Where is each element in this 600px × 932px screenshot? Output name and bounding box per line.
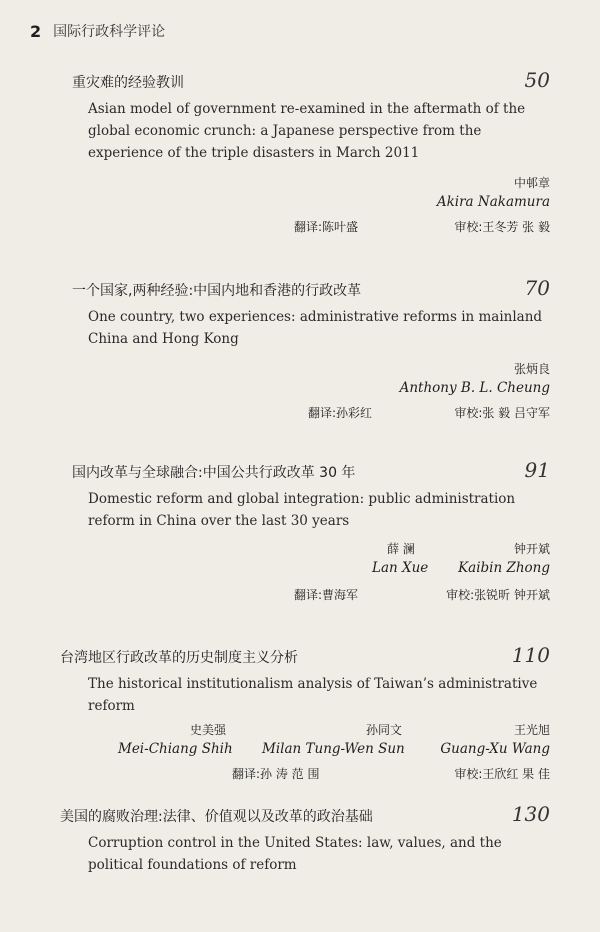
author-chinese-name: 钟开斌 bbox=[513, 542, 550, 556]
author-chinese-name: 中邨章 bbox=[513, 176, 550, 190]
author-english-name: Lan Xue bbox=[372, 560, 429, 576]
toc-entry bbox=[72, 70, 550, 236]
author-english-name: Mei-Chiang Shih bbox=[118, 741, 233, 757]
toc-entry bbox=[60, 802, 550, 876]
page-header bbox=[30, 19, 165, 43]
entry-page-number: 110 bbox=[511, 643, 550, 667]
author-english-name: Anthony B. L. Cheung bbox=[399, 380, 550, 396]
translator-credit: 翻译:曹海军 bbox=[294, 588, 359, 602]
entry-chinese-title: 美国的腐败治理:法律、价值观以及改革的政治基础 bbox=[60, 809, 373, 825]
translator-credit: 翻译:孙彩红 bbox=[308, 406, 373, 420]
translator-credit: 翻译:孙 涛 范 围 bbox=[232, 767, 320, 781]
entry-page-number: 50 bbox=[524, 68, 550, 92]
entry-english-title: Corruption control in the United States: law, values, and the political foundations of reform bbox=[88, 835, 502, 873]
entry-english-title: Asian model of government re-examined in the aftermath of the global economic crunch: a Japanese perspective from the experience of the triple disasters in March 2011 bbox=[88, 101, 526, 161]
toc-entry bbox=[72, 460, 550, 604]
reviewer-credit: 审校:张 毅 吕守军 bbox=[454, 406, 550, 420]
entry-chinese-title: 台湾地区行政改革的历史制度主义分析 bbox=[60, 650, 298, 666]
author-chinese-name: 张炳良 bbox=[513, 362, 550, 376]
entry-english-title: One country, two experiences: administrative reforms in mainland China and Hong Kong bbox=[88, 309, 543, 347]
author-english-name: Guang-Xu Wang bbox=[440, 741, 550, 757]
reviewer-credit: 审校:王欣红 果 佳 bbox=[454, 767, 550, 781]
translator-credit: 翻译:陈叶盛 bbox=[294, 220, 359, 234]
author-chinese-name: 史美强 bbox=[190, 723, 227, 737]
author-english-name: Kaibin Zhong bbox=[458, 560, 550, 576]
reviewer-credit: 审校:张锐昕 钟开斌 bbox=[446, 588, 550, 602]
entry-chinese-title: 重灾难的经验教训 bbox=[72, 75, 184, 91]
entry-page-number: 91 bbox=[524, 458, 550, 482]
author-english-name: Akira Nakamura bbox=[436, 194, 550, 210]
author-chinese-name: 薛 澜 bbox=[387, 542, 415, 556]
reviewer-credit: 审校:王冬芳 张 毅 bbox=[454, 220, 550, 234]
toc-entry bbox=[60, 643, 550, 783]
entry-english-title: The historical institutionalism analysis of Taiwan’s administrative reform bbox=[88, 676, 538, 714]
entry-english-title: Domestic reform and global integration: public administration reform in China over the last 30 years bbox=[88, 491, 516, 529]
entry-chinese-title: 国内改革与全球融合:中国公共行政改革 30 年 bbox=[72, 465, 356, 481]
entry-chinese-title: 一个国家,两种经验:中国内地和香港的行政改革 bbox=[72, 283, 362, 299]
author-english-name: Milan Tung-Wen Sun bbox=[262, 741, 405, 757]
entry-page-number: 130 bbox=[511, 802, 550, 826]
journal-title: 国际行政科学评论 bbox=[53, 24, 166, 40]
author-chinese-name: 王光旭 bbox=[513, 723, 550, 737]
author-chinese-name: 孙同文 bbox=[366, 723, 403, 737]
page-number: 2 bbox=[30, 21, 42, 41]
toc-entry bbox=[72, 278, 550, 422]
entry-page-number: 70 bbox=[524, 276, 550, 300]
